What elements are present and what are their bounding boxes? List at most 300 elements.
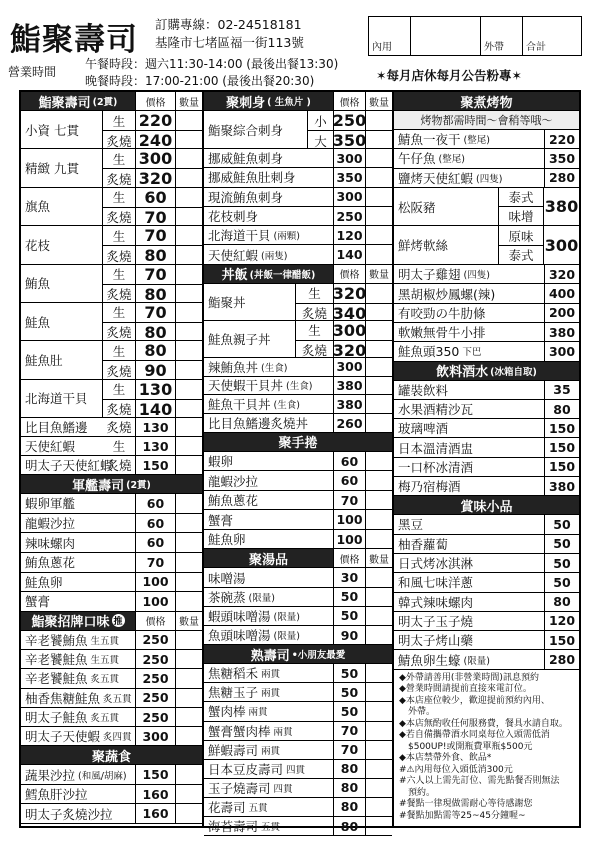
menu-item (204, 452, 392, 472)
qty-box[interactable] (175, 669, 202, 687)
variant-list (296, 283, 392, 323)
variant-label: 炙燒 (106, 363, 132, 379)
variant-list (499, 226, 544, 264)
item-price: 380 (544, 197, 579, 217)
item-name (204, 452, 333, 471)
item-name-text: 軟嫩無骨牛小排 (398, 325, 486, 341)
item-price: 200 (544, 304, 579, 322)
variant-row (103, 380, 202, 400)
menu-item (204, 664, 392, 683)
menu-item (394, 650, 579, 669)
item-price: 380 (544, 323, 579, 341)
item-name (394, 650, 544, 668)
note-line: #餐點一律現做需耐心等待感謝您 (399, 799, 533, 810)
item-note: 炙五貫 (90, 674, 120, 686)
item-name (394, 304, 544, 322)
item-name-text: 辣味螺肉 (25, 535, 76, 551)
item-name: 比目魚鰭邊 (25, 420, 88, 436)
qty-box[interactable] (365, 817, 392, 835)
qty-box[interactable] (365, 188, 392, 206)
qty-box[interactable] (365, 414, 392, 432)
order-dine-in[interactable]: 內用 (369, 17, 411, 55)
section-title (204, 645, 392, 663)
qty-column-header: 數量 (175, 92, 202, 110)
qty-box[interactable] (365, 530, 392, 549)
item-price: 300 (135, 727, 175, 745)
variant-row (103, 131, 202, 150)
qty-box[interactable] (175, 456, 202, 474)
item-name (204, 741, 333, 759)
menu-item-group (21, 265, 202, 303)
qty-box[interactable] (175, 727, 202, 745)
section-title (21, 475, 202, 493)
item-name-text: 玻璃啤酒 (398, 421, 449, 437)
qty-box[interactable] (175, 111, 202, 130)
qty-box[interactable] (175, 785, 202, 804)
section-title (394, 362, 579, 380)
item-price: 320 (135, 169, 175, 188)
menu-item (21, 650, 202, 669)
item-name (21, 669, 135, 687)
variant-row (499, 246, 543, 264)
qty-box[interactable] (175, 361, 202, 380)
menu-item-group (394, 226, 579, 265)
qty-box[interactable] (365, 168, 392, 186)
qty-box[interactable] (365, 626, 392, 644)
item-price: 60 (333, 452, 365, 471)
section-header-drinks (394, 362, 579, 381)
variant-label: 味增 (508, 209, 534, 225)
qty-box[interactable] (175, 553, 202, 572)
menu-item-group (394, 188, 579, 227)
item-name (21, 631, 135, 649)
item-price: 60 (135, 514, 175, 533)
item-name-text: 黑胡椒炒鳳螺(辣) (398, 286, 496, 302)
item-note: 炙五貫 (90, 713, 120, 725)
menu-item (204, 226, 392, 245)
qty-box[interactable] (365, 588, 392, 606)
qty-box[interactable] (365, 510, 392, 529)
qty-box[interactable] (175, 631, 202, 649)
item-name (394, 535, 544, 553)
item-price: 50 (333, 683, 365, 701)
variant-label: 生 (112, 267, 126, 283)
item-name (21, 804, 135, 823)
variant-label: 生 (112, 228, 126, 244)
qty-box[interactable] (175, 437, 202, 455)
item-name-text: 鮪魚蔥花 (25, 555, 76, 571)
qty-box[interactable] (175, 650, 202, 668)
item-name (21, 650, 135, 668)
item-price: 30 (333, 568, 365, 586)
item-name: 鮭魚肚 (21, 341, 103, 378)
item-name-text: 鮭魚卵 (25, 574, 63, 590)
menu-item (394, 593, 579, 612)
item-name (204, 664, 333, 682)
item-name (204, 817, 333, 835)
brand-logo: 鮨聚壽司 (10, 22, 138, 58)
menu-item (394, 419, 579, 438)
variant-list (308, 111, 392, 148)
item-price: 300 (332, 320, 367, 340)
menu-item (394, 265, 579, 284)
qty-box[interactable] (365, 226, 392, 244)
menu-item-group (204, 321, 392, 358)
variant-label: 炙燒 (106, 133, 132, 149)
item-price: 120 (333, 226, 365, 244)
item-name: 天使紅蝦 (25, 439, 76, 455)
qty-box[interactable] (365, 452, 392, 471)
qty-box[interactable] (175, 303, 202, 322)
variant-row (103, 400, 202, 419)
item-price: 250 (135, 650, 175, 668)
item-name-text: 辛老饕鮭魚 (25, 652, 88, 668)
menu-item (204, 395, 392, 414)
price-column-header: 價格 (135, 92, 175, 110)
item-note: (整尾) (438, 154, 465, 166)
item-price: 100 (333, 530, 365, 549)
menu-item (21, 514, 202, 534)
item-price: 80 (135, 246, 175, 265)
qty-box[interactable] (365, 568, 392, 586)
qty-column-header: 數量 (365, 92, 392, 110)
section-title-text: 聚刺身 (226, 95, 266, 111)
item-price: 100 (135, 573, 175, 592)
menu-item (204, 741, 392, 760)
item-note: (兩顆) (273, 231, 300, 243)
item-name (204, 779, 333, 797)
qty-box[interactable] (175, 246, 202, 265)
qty-box[interactable] (175, 689, 202, 707)
item-price: 50 (544, 573, 579, 591)
qty-box[interactable] (365, 760, 392, 778)
menu-item (21, 418, 202, 437)
item-name (21, 708, 135, 726)
qty-box[interactable] (175, 765, 202, 784)
item-note: 四貫 (286, 764, 306, 776)
variant-list (103, 149, 202, 189)
section-title (21, 612, 135, 630)
variant-row (103, 361, 202, 380)
qty-box[interactable] (365, 798, 392, 816)
qty-box[interactable] (175, 804, 202, 823)
section-title (21, 92, 135, 110)
item-name (204, 683, 333, 701)
qty-box[interactable] (175, 514, 202, 533)
variant-list (103, 380, 202, 417)
qty-box[interactable] (175, 494, 202, 513)
qty-box[interactable] (365, 607, 392, 625)
section-title-text: 鮨聚招牌口味 (31, 615, 110, 631)
item-name-text: 蟹肉棒 (208, 704, 246, 720)
variant-label: 炙燒 (106, 210, 132, 226)
item-name-text: 現流鮪魚刺身 (208, 189, 284, 205)
item-price: 240 (135, 131, 175, 150)
variant-label: 炙燒 (106, 458, 132, 474)
section-header-grill (394, 92, 579, 111)
qty-box[interactable] (175, 708, 202, 726)
item-name (204, 510, 333, 529)
note-line: ◆若自備攜帶酒水同桌每位入頭需低消 (399, 730, 550, 741)
item-name-text: 明太子炙燒沙拉 (25, 806, 113, 822)
menu-item (21, 494, 202, 514)
item-name-text: 蝦卵軍艦 (25, 496, 76, 512)
qty-box[interactable] (365, 702, 392, 720)
qty-box[interactable] (175, 226, 202, 245)
item-price: 70 (135, 303, 175, 322)
qty-box[interactable] (365, 321, 392, 340)
qty-column-header: 數量 (365, 265, 392, 283)
item-name (204, 588, 333, 606)
qty-box[interactable] (175, 131, 202, 150)
item-name-text: 魚頭味噌湯 (208, 628, 271, 644)
qty-box[interactable] (365, 471, 392, 490)
qty-box[interactable] (175, 208, 202, 227)
variant-list (103, 341, 202, 381)
note-line: ◆本店無酌收任何服務費，餐具水請自取。 (399, 718, 568, 729)
variant-row (499, 188, 543, 207)
item-name (394, 477, 544, 495)
item-name (204, 245, 333, 263)
closed-notice: ✶每月店休每月公告粉專✶ (376, 68, 522, 83)
menu-item (21, 573, 202, 593)
item-name-text: 味噌湯 (208, 570, 246, 586)
menu-item (21, 533, 202, 553)
item-name (204, 626, 333, 644)
menu-item (204, 207, 392, 226)
menu-item (21, 804, 202, 824)
item-name: 精緻 九貫 (21, 149, 103, 186)
menu-item (394, 554, 579, 573)
qty-box[interactable] (365, 395, 392, 413)
section-header-sushi (21, 92, 202, 111)
section-note: (2貫) (92, 97, 118, 108)
qty-box[interactable] (365, 284, 392, 303)
item-note: (限量) (273, 631, 300, 643)
qty-box[interactable] (175, 188, 202, 207)
section-title (204, 549, 333, 567)
item-name (204, 607, 333, 625)
menu-column-2 (204, 92, 394, 835)
item-name: 北海道干貝 (21, 380, 103, 417)
section-header-veg (21, 746, 202, 765)
qty-box[interactable] (175, 323, 202, 342)
item-name-text: 挪威鮭魚刺身 (208, 151, 284, 167)
item-price: 300 (135, 149, 175, 168)
menu-item (21, 708, 202, 727)
item-name (21, 514, 135, 533)
menu-item (394, 400, 579, 419)
qty-box[interactable] (365, 664, 392, 682)
item-name-text: 日本豆皮壽司 (208, 761, 284, 777)
section-note: (2貫) (126, 480, 151, 492)
menu-item (204, 168, 392, 187)
section-title-text: 飲料酒水 (436, 365, 489, 381)
variant-label: 生 (112, 113, 126, 129)
order-takeout[interactable]: 外帶 (481, 17, 523, 55)
item-name-text: 北海道干貝 (208, 228, 271, 244)
menu-item (394, 342, 579, 361)
menu-grid (19, 90, 581, 835)
order-total[interactable]: 合計 (526, 42, 546, 53)
order-blank[interactable] (411, 17, 481, 55)
variant-row (103, 456, 202, 474)
item-price: 100 (135, 592, 175, 611)
item-name (204, 491, 333, 510)
item-name: 鮪魚 (21, 265, 103, 302)
dinner-hours: 晚餐時段：17:00-21:00 (最後出餐20:30) (85, 74, 315, 88)
variant-label: 生 (112, 439, 126, 455)
item-name (204, 207, 333, 225)
item-name (394, 130, 544, 148)
qty-box[interactable] (175, 341, 202, 360)
order-box (368, 16, 582, 56)
qty-box[interactable] (175, 380, 202, 399)
item-name-text: 天使紅蝦 (208, 247, 259, 263)
item-name (21, 533, 135, 552)
qty-box[interactable] (175, 285, 202, 304)
menu-item (21, 592, 202, 612)
qty-box[interactable] (365, 741, 392, 759)
item-price: 60 (135, 533, 175, 552)
qty-box[interactable] (175, 169, 202, 188)
item-note: 生五貫 (90, 635, 120, 647)
qty-box[interactable] (365, 779, 392, 797)
item-name: 小資 七貫 (21, 111, 103, 148)
notes-block (394, 670, 579, 826)
item-name-text: 明太子玉子燒 (398, 613, 474, 629)
menu-item-group (21, 226, 202, 264)
qty-box[interactable] (365, 491, 392, 510)
section-note: ( 生魚片 ) (267, 97, 311, 108)
item-name-text: 一口杯冰清酒 (398, 459, 474, 475)
qty-box[interactable] (175, 592, 202, 611)
item-name (394, 612, 544, 630)
section-header-sashimi (204, 92, 392, 111)
qty-box[interactable] (365, 245, 392, 263)
variant-label: 大 (314, 133, 327, 149)
item-price: 300 (544, 235, 579, 255)
item-price: 60 (135, 494, 175, 513)
item-name (21, 553, 135, 572)
qty-box[interactable] (175, 533, 202, 552)
item-name: 松阪豬 (394, 188, 499, 226)
qty-column-header: 數量 (175, 612, 202, 630)
item-note: (整尾) (463, 135, 490, 147)
item-name (394, 419, 544, 437)
section-title (204, 433, 392, 451)
qty-box[interactable] (365, 111, 392, 130)
menu-item (204, 377, 392, 396)
variant-row (103, 169, 202, 188)
item-price: 35 (544, 381, 579, 399)
item-price: 90 (333, 626, 365, 644)
item-note: (四隻) (476, 173, 503, 185)
item-price: 320 (332, 283, 367, 303)
variant-list (103, 111, 202, 148)
qty-box[interactable] (365, 149, 392, 167)
menu-item (204, 530, 392, 550)
item-name-text: 日式烤冰淇淋 (398, 556, 474, 572)
variant-row (103, 226, 202, 246)
item-name (21, 785, 135, 804)
qty-box[interactable] (175, 265, 202, 284)
qty-box[interactable] (365, 358, 392, 376)
qty-box[interactable] (365, 131, 392, 150)
item-name-text: 鯖魚一夜干 (398, 132, 461, 148)
item-name-text: 有咬勁の牛肋條 (398, 305, 486, 321)
item-name (394, 573, 544, 591)
menu-item (204, 491, 392, 511)
qty-box[interactable] (365, 683, 392, 701)
section-header-snacks (394, 496, 579, 515)
item-price: 70 (135, 265, 175, 284)
qty-box[interactable] (175, 400, 202, 419)
item-price: 80 (333, 817, 365, 835)
item-name-text: 比目魚鰭邊炙燒丼 (208, 416, 309, 432)
menu-item (394, 149, 579, 168)
item-price: 80 (333, 779, 365, 797)
qty-box[interactable] (365, 377, 392, 395)
item-price: 70 (333, 741, 365, 759)
item-name (394, 438, 544, 456)
menu-column-3 (394, 92, 579, 826)
note-line: 預約。 (399, 787, 436, 798)
qty-box[interactable] (175, 418, 202, 436)
item-name: 鮮烤軟絲 (394, 226, 499, 264)
item-name-text: 鱈魚肝沙拉 (25, 787, 88, 803)
menu-item (394, 323, 579, 342)
variant-label: 生 (112, 305, 126, 321)
item-name: 鮭魚親子丼 (204, 321, 296, 357)
qty-box[interactable] (175, 149, 202, 168)
item-note: 兩貫 (273, 726, 293, 738)
price-column-header: 價格 (135, 612, 175, 630)
item-name (394, 169, 544, 187)
item-price: 250 (135, 708, 175, 726)
item-name (394, 631, 544, 649)
section-title-text: 軍艦壽司 (72, 478, 125, 494)
item-name-text: 午仔魚 (398, 151, 436, 167)
item-name-text: 蔬果沙拉 (25, 767, 76, 783)
qty-box[interactable] (175, 573, 202, 592)
item-price: 320 (544, 265, 579, 283)
item-name (204, 568, 333, 586)
item-name-text: 鮭魚頭350 (398, 344, 460, 360)
item-name-text: 明太子天使蝦 (25, 729, 101, 745)
menu-item (394, 458, 579, 477)
menu-item-group (204, 284, 392, 321)
item-price: 50 (333, 664, 365, 682)
item-price: 260 (333, 414, 365, 432)
variant-row (103, 188, 202, 208)
qty-box[interactable] (365, 207, 392, 225)
section-title (204, 92, 333, 110)
menu-item (394, 304, 579, 323)
qty-box[interactable] (365, 722, 392, 740)
menu-item (204, 358, 392, 377)
item-note: (限量) (248, 592, 275, 604)
note-line: ◆營業時間請提前直接來電訂位。 (399, 684, 532, 695)
menu-item (394, 612, 579, 631)
item-price: 150 (135, 456, 175, 474)
item-name (21, 573, 135, 592)
item-name-text: 明太子雞翅 (398, 267, 461, 283)
variant-row (296, 284, 392, 304)
item-name (204, 168, 333, 186)
menu-item (204, 568, 392, 587)
item-price: 130 (135, 437, 175, 455)
